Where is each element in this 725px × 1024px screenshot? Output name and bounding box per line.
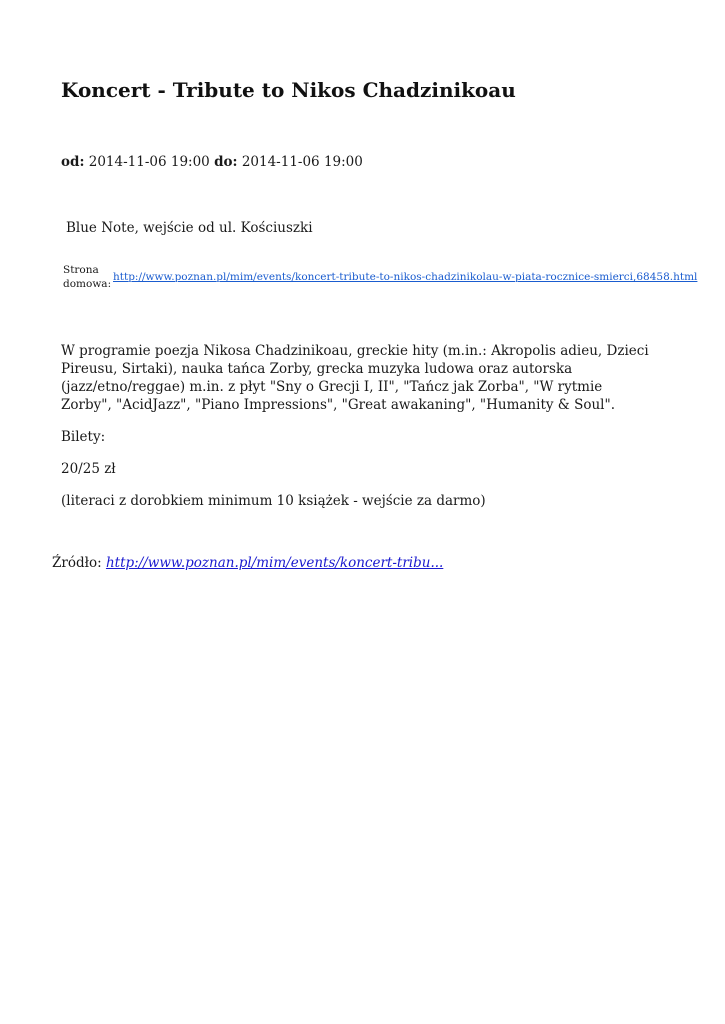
description-paragraph: W programie poezja Nikosa Chadzinikoau, greckie hity (m.in.: Akropolis adieu, Dzieci Pireusu, Sirtaki), nauka tańca Zorby, grecka muzyka ludowa oraz autorska (jazz/etno/reggae) m.in. z płyt "Sny o Grecji I, II", "Tańcz jak Zorba", "W rytmie Zorby", "AcidJazz", "Piano Impressions", "Great awakaning", "Humanity & Soul". [61,343,649,413]
source-link[interactable]: http://www.poznan.pl/mim/events/koncert-tribu... [105,555,444,571]
free-entry-note: (literaci z dorobkiem minimum 10 książek - wejście za darmo) [61,493,486,509]
from-label: od: [61,154,85,170]
homepage-row [63,263,697,291]
ticket-price: 20/25 zł [61,461,116,477]
event-title: Koncert - Tribute to Nikos Chadzinikoau [61,78,516,102]
tickets-label: Bilety: [61,429,106,445]
homepage-link[interactable]: http://www.poznan.pl/mim/events/koncert-tribute-to-nikos-chadzinikolau-w-piata-rocznice-smierci,68458.html [113,271,698,283]
to-value: 2014-11-06 19:00 [241,154,363,170]
event-dates [61,154,363,170]
homepage-label: Strona domowa: [63,264,112,290]
source-line [52,555,443,571]
to-label: do: [214,154,238,170]
from-value: 2014-11-06 19:00 [88,154,210,170]
source-label: Źródło: [52,555,102,571]
event-venue: Blue Note, wejście od ul. Kościuszki [66,220,313,236]
event-description [61,342,651,524]
